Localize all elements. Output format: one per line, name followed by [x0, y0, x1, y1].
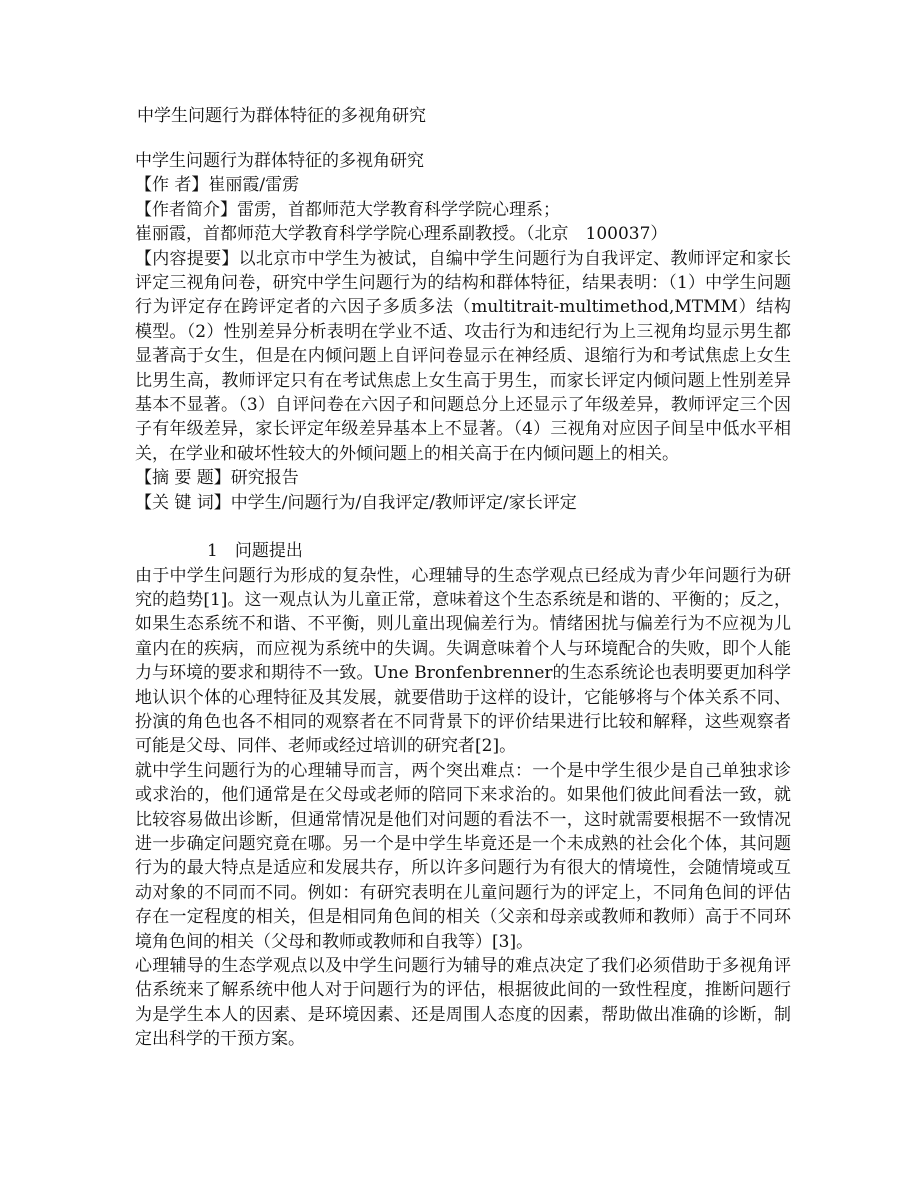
- category-line: 【摘 要 题】研究报告: [135, 468, 299, 489]
- document-body: [135, 149, 791, 1052]
- author-intro-line-1: 【作者简介】雷雳，首都师范大学教育科学学院心理系；: [135, 199, 560, 220]
- abstract-paragraph: 【内容提要】以北京市中学生为被试，自编中学生问题行为自我评定、教师评定和家长评定三视角问卷，研究中学生问题行为的结构和群体特征，结果表明：（1）中学生问题行为评定存在跨评定者的六因子多质多法（multitrait-multimethod,MTMM）结构模型。（2）性别差异分析表明在学业不适、攻击行为和违纪行为上三视角均显示男生都显著高于女生，但是在内倾问题上自评问卷显示在神经质、退缩行为和考试焦虑上女生比男生高，教师评定只有在考试焦虑上女生高于男生，而家长评定内倾问题上性别差异基本不显著。（3）自评问卷在六因子和问题总分上还显示了年级差异，教师评定三个因子有年级差异，家长评定年级差异基本上不显著。（4）三视角对应因子间呈中低水平相关，在学业和破坏性较大的外倾问题上的相关高于在内倾问题上的相关。: [135, 248, 791, 464]
- article-title: 中学生问题行为群体特征的多视角研究: [135, 151, 424, 171]
- body-paragraph-2: 就中学生问题行为的心理辅导而言，两个突出难点：一个是中学生很少是自己单独求诊或求治的，他们通常是在父母或老师的陪同下来求治的。如果他们彼此间看法一致，就比较容易做出诊断，但通常情况是他们对问题的看法不一，这时就需要根据不一致情况进一步确定问题究竟在哪。另一个是中学生毕竟还是一个未成熟的社会化个体，其问题行为的最大特点是适应和发展共存，所以许多问题行为有很大的情境性，会随情境或互动对象的不同而不同。例如：有研究表明在儿童问题行为的评定上，不同角色间的评估存在一定程度的相关，但是相同角色间的相关（父亲和母亲或教师和教师）高于不同环境角色间的相关（父母和教师或教师和自我等）[3]。: [135, 760, 791, 952]
- document-top-title: 中学生问题行为群体特征的多视角研究: [137, 106, 426, 126]
- section-heading: 1 问题提出: [207, 541, 303, 562]
- body-paragraph-3: 心理辅导的生态学观点以及中学生问题行为辅导的难点决定了我们必须借助于多视角评估系统来了解系统中他人对于问题行为的评估，根据彼此间的一致性程度，推断问题行为是学生本人的因素、是环境因素、还是周围人态度的因素，帮助做出准确的诊断，制定出科学的干预方案。: [135, 956, 791, 1050]
- body-paragraph-1: 由于中学生问题行为形成的复杂性，心理辅导的生态学观点已经成为青少年问题行为研究的趋势[1]。这一观点认为儿童正常，意味着这个生态系统是和谐的、平衡的；反之，如果生态系统不和谐、不平衡，则儿童出现偏差行为。情绪困扰与偏差行为不应视为儿童内在的疾病，而应视为系统中的失调。失调意味着个人与环境配合的失败，即个人能力与环境的要求和期待不一致。Une Bronfenbrenner的生态系统论也表明要更加科学地认识个体的心理特征及其发展，就要借助于这样的设计，它能够将与个体关系不同、扮演的角色也各不相同的观察者在不同背景下的评价结果进行比较和解释，这些观察者可能是父母、同伴、老师或经过培训的研究者[2]。: [135, 565, 791, 757]
- keywords-line: 【关 键 词】中学生/问题行为/自我评定/教师评定/家长评定: [135, 492, 577, 513]
- author-intro-line-2: 崔丽霞，首都师范大学教育科学学院心理系副教授。（北京 100037）: [135, 224, 668, 245]
- author-line: 【作 者】崔丽霞/雷雳: [135, 175, 300, 196]
- paragraph-gap: [135, 515, 791, 539]
